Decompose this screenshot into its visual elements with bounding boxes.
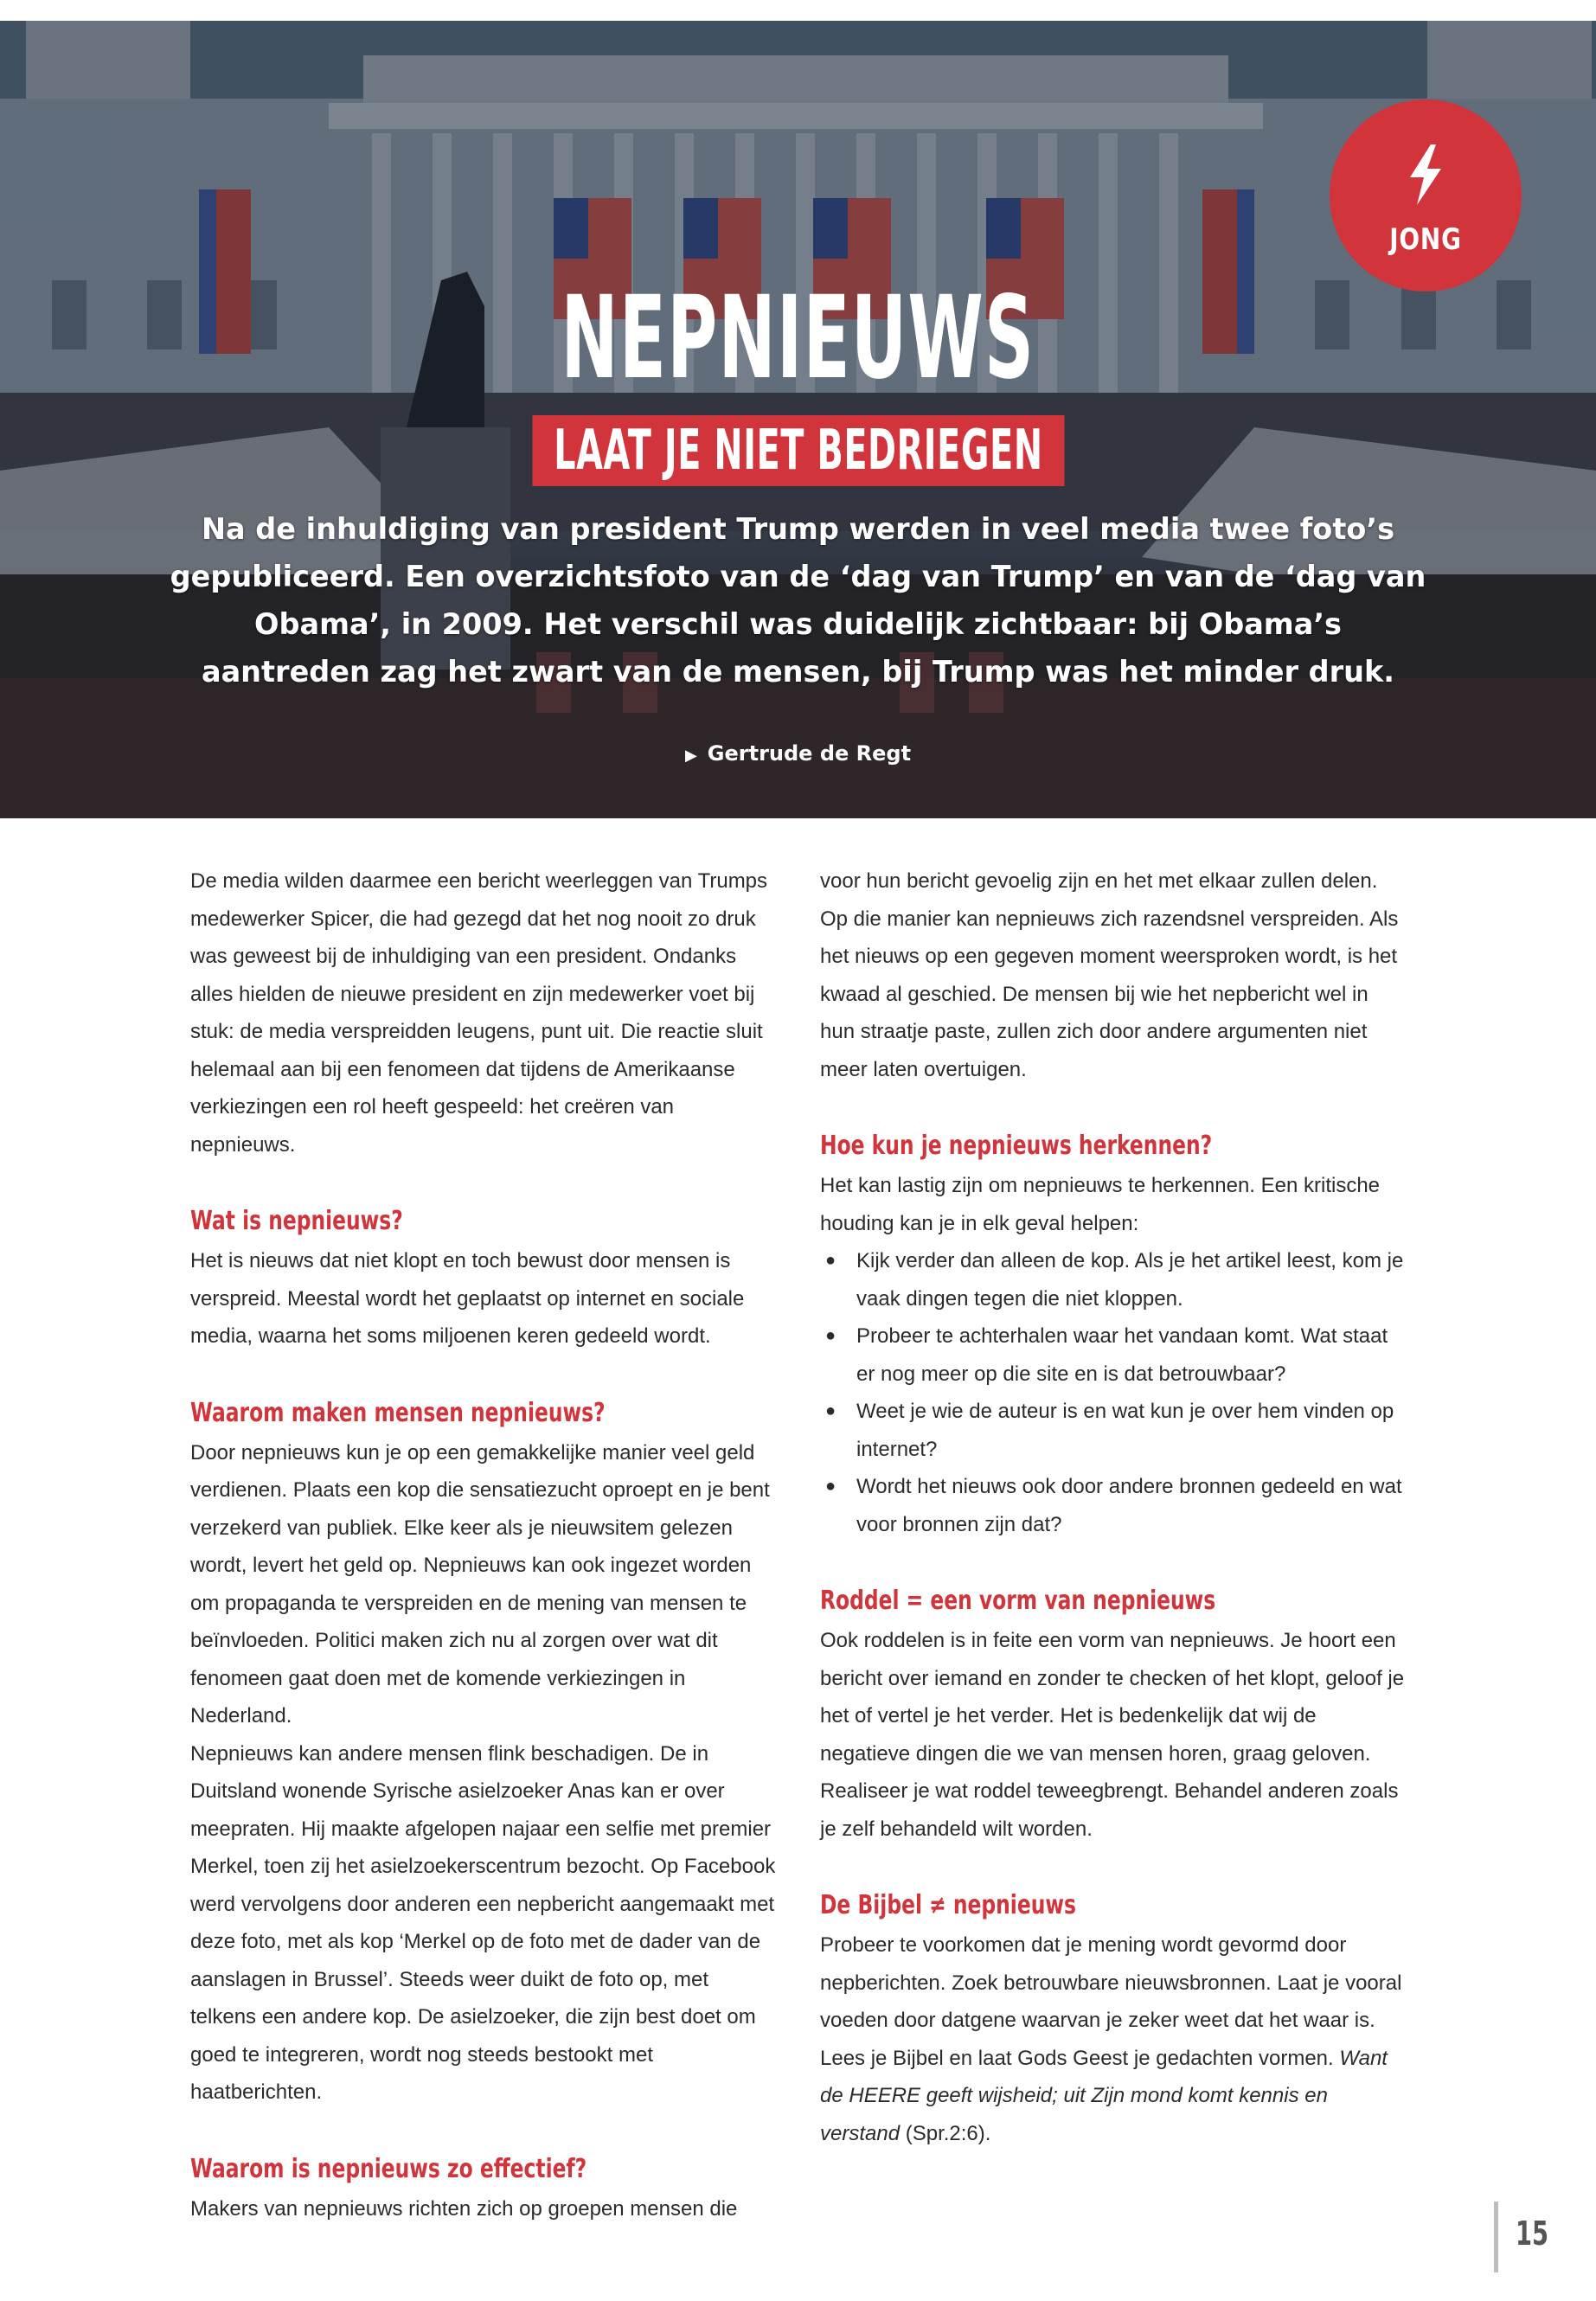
section-heading: Waarom is nepnieuws zo effectief? xyxy=(190,2153,587,2184)
paragraph: Het is nieuws dat niet klopt en toch bewust door mensen is verspreid. Meestal wordt het geplaatst op internet en sociale media, waarna het soms miljoenen keren gedeeld wordt. xyxy=(190,1249,745,1348)
article-intro: Na de inhuldiging van president Trump werden in veel media twee foto’s gepubliceerd. Een overzichtsfoto van de ‘dag van Trump’ en van de ‘dag van Obama’, in 2009. Het verschil was duidelijk zichtbaar: bij Obama’s aantreden zag het zwart van de mensen, bij Trump was het minder druk. xyxy=(170,512,1426,689)
bible-quote: Want de HEERE geeft wijsheid; uit Zijn mond komt kennis en verstand xyxy=(820,2046,1388,2145)
lightning-bolt-icon xyxy=(1401,144,1450,205)
section-heading: Waarom maken mensen nepnieuws? xyxy=(190,1397,606,1428)
hero-photo xyxy=(0,21,1596,818)
paragraph: Makers van nepnieuws richten zich op groepen mensen die xyxy=(190,2196,738,2221)
section-heading: Wat is nepnieuws? xyxy=(190,1206,403,1236)
paragraph: Door nepnieuws kun je op een gemakkelijke manier veel geld verdienen. Plaats een kop die sensatiezucht oproept en je bent verzekerd van publiek. Elke keer als je nieuwsitem gelezen wordt, levert het geld op. Nepnieuws kan ook ingezet worden om propaganda te verspreiden en de mening van mensen te beïnvloeden. Politici maken zich nu al zorgen over wat dit fenomeen gaat doen met de komende verkiezingen in Nederland. xyxy=(190,1440,770,1727)
paragraph: De media wilden daarmee een bericht weerleggen van Trumps medewerker Spicer, die had gezegd dat het nog nooit zo druk was geweest bij de inhuldiging van een president. Ondanks alles hielden de nieuwe president en zijn medewerker voet bij stuk: de media verspreidden leugens, punt uit. Die reactie sluit helemaal aan bij een fenomeen dat tijdens de Amerikaanse verkiezingen een rol heeft gespeeld: het creëren van nepnieuws. xyxy=(190,869,768,1157)
paragraph: Ook roddelen is in feite een vorm van nepnieuws. Je hoort een bericht over iemand en zonder te checken of het klopt, geloof je het of vertel je het verder. Het is bedenkelijk dat wij de negatieve dingen die we van mensen horen, graag geloven. Realiseer je wat roddel teweegbrengt. Behandel anderen zoals je zelf behandeld wilt worden. xyxy=(820,1629,1405,1841)
right-column xyxy=(820,862,1408,2152)
list-item: ● Kijk verder dan alleen de kop. Als je het artikel leest, kom je vaak dingen tegen die niet kloppen. xyxy=(825,1249,1404,1311)
author-byline xyxy=(0,741,1596,766)
tips-list xyxy=(820,1242,1408,1543)
left-column xyxy=(190,862,779,2227)
page-number-divider xyxy=(1494,2202,1498,2272)
author-name: Gertrude de Regt xyxy=(707,741,912,766)
article-title: NEPNIEUWS xyxy=(561,272,1035,405)
badge-label: JONG xyxy=(1389,222,1462,257)
section-heading: Roddel = een vorm van nepnieuws xyxy=(820,1586,1216,1616)
jong-badge xyxy=(1330,99,1522,292)
list-item: ● Wordt het nieuws ook door andere bronnen gedeeld en wat voor bronnen zijn dat? xyxy=(825,1475,1402,1536)
paragraph: Probeer te voorkomen dat je mening wordt gevormd door nepberichten. Zoek betrouwbare nieuwsbronnen. Laat je vooral voeden door datgene waarvan je zeker weet dat het waar is. Lees je Bijbel en laat Gods Geest je gedachten vormen. Want de HEERE geeft wijsheid; uit Zijn mond komt kennis en verstand (Spr.2:6). xyxy=(820,1933,1402,2145)
section-heading: Hoe kun je nepnieuws herkennen? xyxy=(820,1131,1213,1161)
paragraph: voor hun bericht gevoelig zijn en het met elkaar zullen delen. Op die manier kan nepnieuws zich razendsnel verspreiden. Als het nieuws op een gegeven moment weersproken wordt, is het kwaad al geschied. De mensen bij wie het nepbericht wel in hun straatje paste, zullen zich door andere argumenten niet meer laten overtuigen. xyxy=(820,869,1399,1081)
list-item: ● Probeer te achterhalen waar het vandaan komt. Wat staat er nog meer op die site en is dat betrouwbaar? xyxy=(825,1324,1388,1386)
page-number: 15 xyxy=(1516,2214,1549,2253)
triangle-icon: ▶ xyxy=(684,747,697,765)
paragraph: Nepnieuws kan andere mensen flink beschadigen. De in Duitsland wonende Syrische asielzoeker Anas kan er over meepraten. Hij maakte afgelopen najaar een selfie met premier Merkel, toen zij het asielzoekerscentrum bezocht. Op Facebook werd vervolgens door anderen een nepbericht aangemaakt met deze foto, met als kop ‘Merkel op de foto met de dader van de aanslagen in Brussel’. Steeds weer duikt de foto op, met telkens een andere kop. De asielzoeker, die zijn best doet om goed te integreren, wordt nog steeds bestookt met haatberichten. xyxy=(190,1741,776,2104)
section-heading: De Bijbel ≠ nepnieuws xyxy=(820,1890,1076,1920)
paragraph: Het kan lastig zijn om nepnieuws te herkennen. Een kritische houding kan je in elk geval helpen: xyxy=(820,1174,1381,1235)
article-subtitle: LAAT JE NIET BEDRIEGEN xyxy=(532,415,1064,486)
list-item: ● Weet je wie de auteur is en wat kun je over hem vinden op internet? xyxy=(825,1400,1394,1461)
